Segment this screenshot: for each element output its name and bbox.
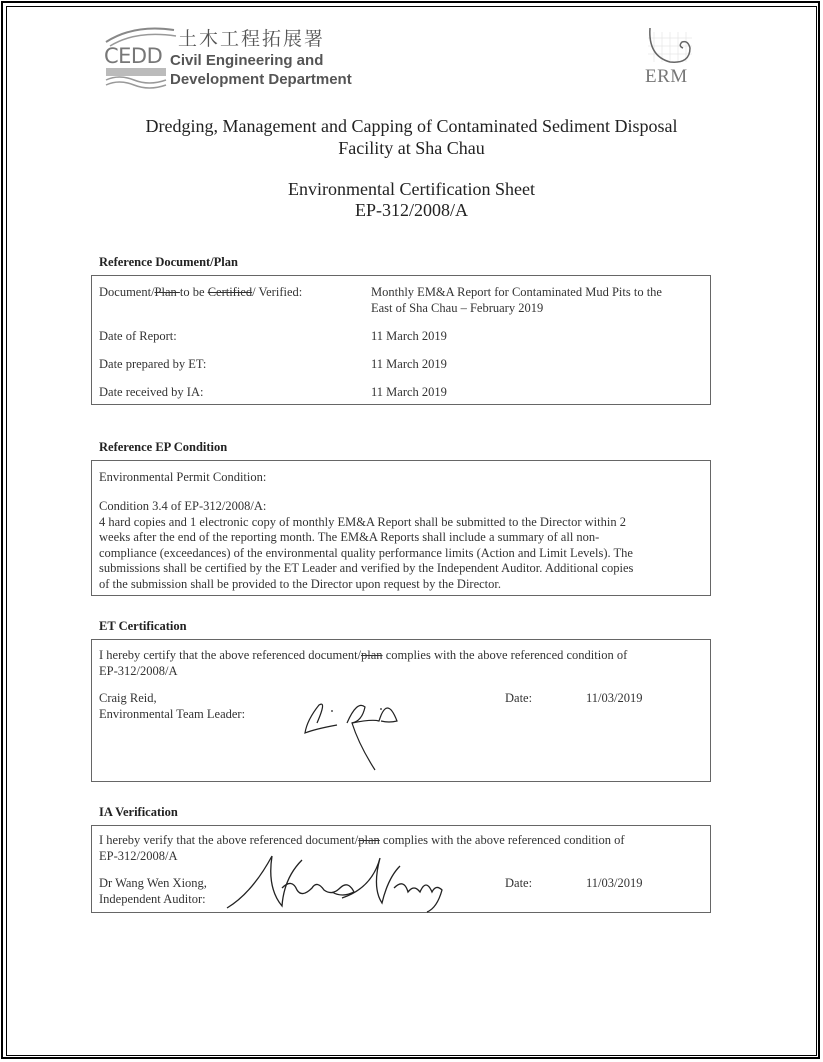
ia-verification-box [91,825,711,913]
condition-text-line: submissions shall be certified by the ET Leader and verified by the Independent Auditor. Additional copies [99,561,634,575]
et-signatory [99,691,245,722]
et-signature-icon [297,685,417,780]
date-prepared-value: 11 March 2019 [371,357,447,371]
condition-text-line: compliance (exceedances) of the environmental quality performance limits (Action and Limit Levels). The [99,545,633,560]
date-received-label: Date received by IA: [99,385,204,399]
condition-text-line: 4 hard copies and 1 electronic copy of monthly EM&A Report shall be submitted to the Director within 2 [99,514,626,529]
document-label-part: / Verified: [252,285,303,299]
document-label-part: to be [179,285,208,299]
erm-spiral-icon [640,26,700,66]
condition-text-line: weeks after the end of the reporting month. The EM&A Reports shall include a summary of all non- [99,530,600,544]
ia-signature-icon [222,848,472,914]
reference-document-heading: Reference Document/Plan [99,255,238,269]
cedd-name-line1: Civil Engineering and [170,52,324,69]
et-certification-heading: ET Certification [99,619,187,633]
ia-signatory-role: Independent Auditor: [99,891,206,906]
cedd-chinese-name: 土木工程拓展署 [178,28,326,50]
et-statement-part: complies with the above referenced condition of [382,648,628,662]
et-statement [99,648,704,679]
ia-signatory-name: Dr Wang Wen Xiong, [99,876,207,890]
date-of-report-label: Date of Report: [99,329,177,343]
document-value [371,285,662,316]
date-prepared-label: Date prepared by ET: [99,357,207,371]
cedd-name-line2: Development Department [170,71,352,88]
document-label-part: Document/ [99,285,155,299]
ep-condition-intro: Environmental Permit Condition: [99,470,267,484]
ia-date-label: Date: [505,876,533,890]
et-signatory-name: Craig Reid, [99,691,157,705]
sheet-title: Environmental Certification Sheet [288,179,535,199]
et-statement-line2: EP-312/2008/A [99,663,178,678]
document-label-struck: Plan [154,285,180,299]
ia-statement-struck: plan [358,833,380,847]
date-received-value: 11 March 2019 [371,385,447,399]
et-date-value: 11/03/2019 [586,691,643,705]
ep-condition-heading: Reference EP Condition [99,440,228,454]
et-signatory-role: Environmental Team Leader: [99,706,246,721]
et-statement-part: I hereby certify that the above referenced document/ [99,648,362,662]
ia-verification-heading: IA Verification [99,805,178,819]
ia-statement-part: I hereby verify that the above referenced document/ [99,833,359,847]
ia-statement-part: complies with the above referenced condition of [379,833,625,847]
document-title-line1: Dredging, Management and Capping of Contaminated Sediment Disposal [145,116,678,136]
et-date-label: Date: [505,691,533,705]
condition-text-line: of the submission shall be provided to the Director upon request by the Director. [99,576,501,591]
document-value-line: Monthly EM&A Report for Contaminated Mud Pits to the [371,285,662,299]
ia-statement-line2: EP-312/2008/A [99,848,178,863]
ia-date-value: 11/03/2019 [586,876,643,890]
date-of-report-value: 11 March 2019 [371,329,447,343]
document-label [99,285,302,301]
ep-condition-body [99,499,704,592]
condition-title: Condition 3.4 of EP-312/2008/A: [99,499,267,513]
document-value-line: East of Sha Chau – February 2019 [371,300,544,315]
document-title-line2: Facility at Sha Chau [338,138,485,158]
cedd-abbreviation: CEDD [104,44,163,68]
document-label-struck: Certified [207,285,253,299]
ep-condition-box [91,460,711,596]
et-certification-box [91,639,711,782]
permit-number: EP-312/2008/A [354,200,468,220]
et-statement-struck: plan [361,648,383,662]
ia-signatory [99,876,207,907]
erm-logo-text: ERM [645,66,688,87]
reference-document-box [91,275,711,405]
